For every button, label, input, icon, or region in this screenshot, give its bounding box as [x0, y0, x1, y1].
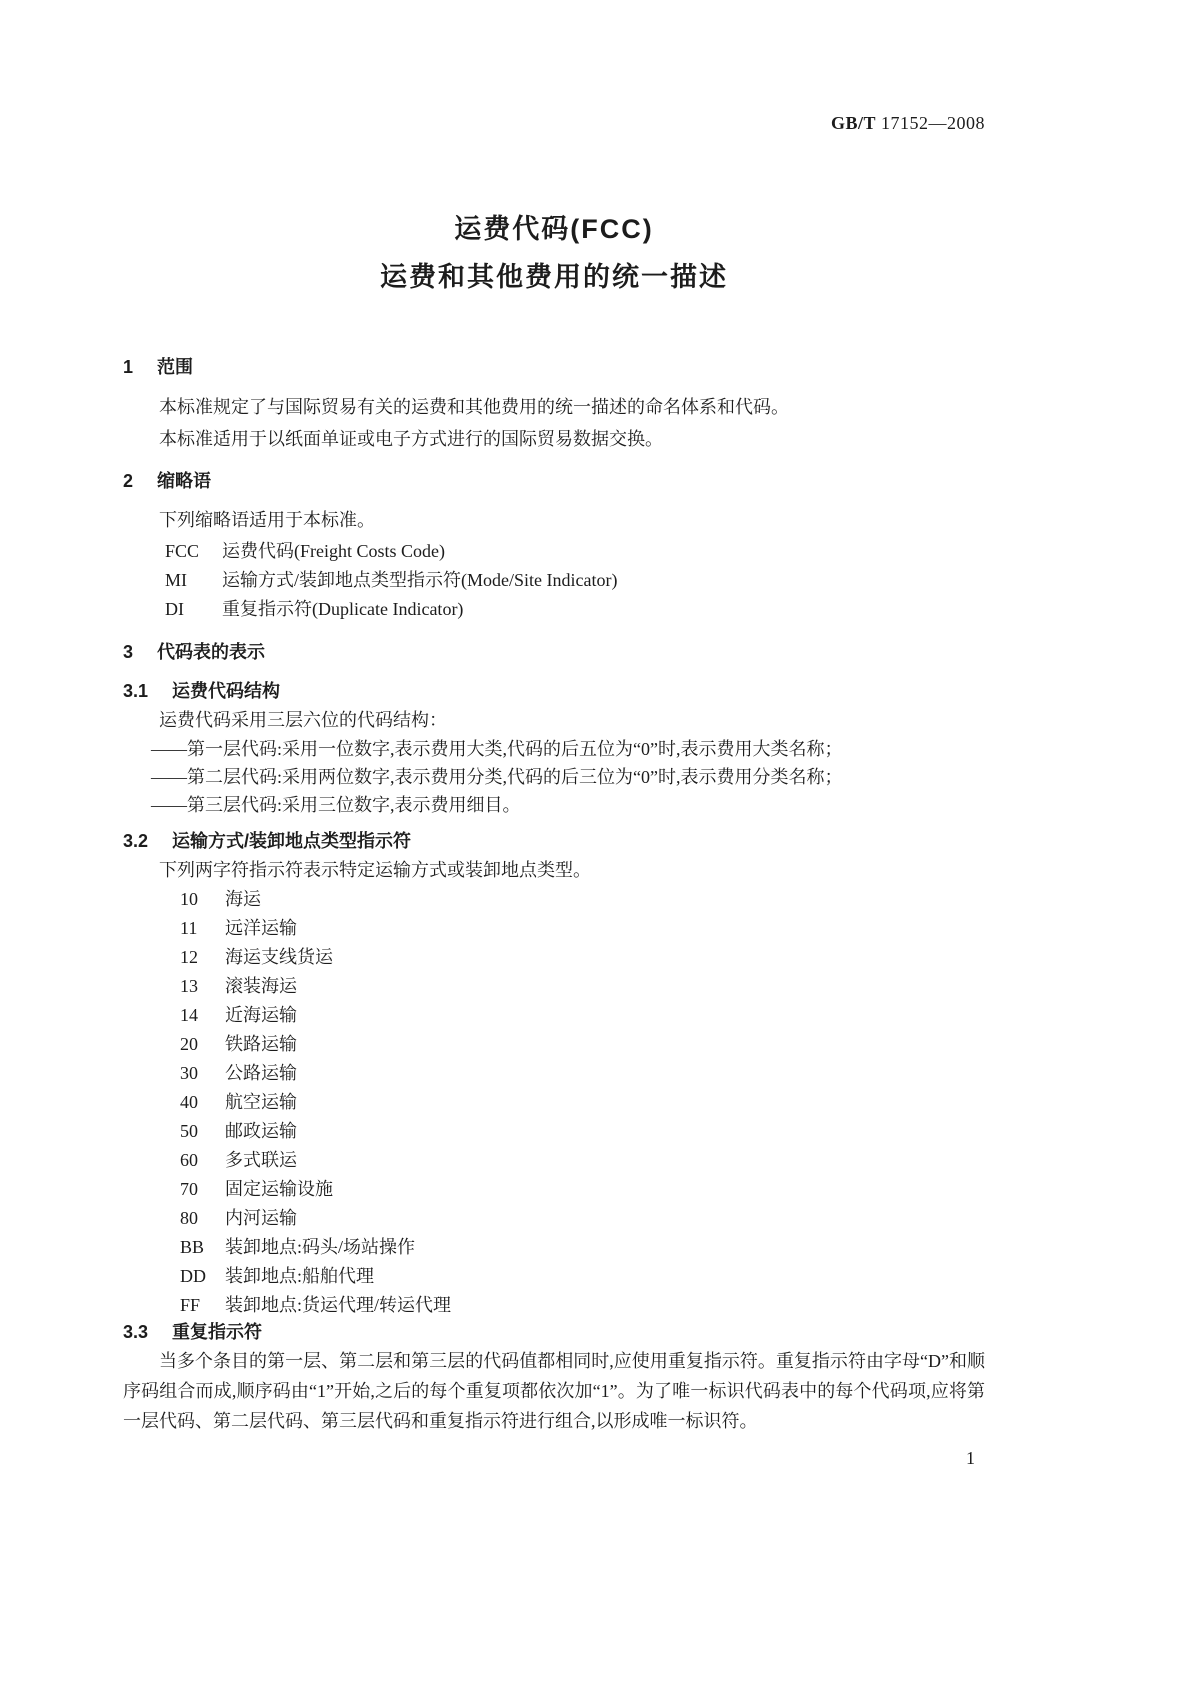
section-1-title: 范围: [157, 357, 193, 377]
section-3-3-heading: [123, 1320, 985, 1344]
transport-code-row: [180, 1291, 985, 1320]
standard-prefix: GB/T: [830, 113, 876, 133]
document-content: [123, 0, 985, 1436]
transport-code-list: [123, 885, 985, 1320]
transport-code-row: [180, 1233, 985, 1262]
code-structure-item: ——第一层代码:采用一位数字,表示费用大类,代码的后五位为“0”时,表示费用大类名称；: [151, 739, 843, 759]
abbreviation-row: [165, 566, 985, 595]
page-number: 1: [966, 1448, 975, 1468]
transport-code-desc: 装卸地点:码头/场站操作: [225, 1237, 416, 1257]
transport-code-desc: 装卸地点:货运代理/转运代理: [225, 1295, 452, 1315]
section-3-1-number: 3.1: [123, 681, 149, 701]
transport-code-row: [180, 914, 985, 943]
transport-code: DD: [180, 1266, 206, 1286]
duplicate-indicator-paragraph: 当多个条目的第一层、第二层和第三层的代码值都相同时,应使用重复指示符。重复指示符由字母“D”和顺序码组合而成,顺序码由“1”开始,之后的每个重复项都依次加“1”。为了唯一标识代码表中的每个代码项,应将第一层代码、第二层代码、第三层代码和重复指示符进行组合,以形成唯一标识符。: [123, 1351, 985, 1431]
transport-code-desc: 邮政运输: [225, 1121, 297, 1141]
transport-code-row: [180, 1117, 985, 1146]
transport-code-row: [180, 1059, 985, 1088]
transport-code: 80: [180, 1208, 198, 1228]
transport-code-row: [180, 1204, 985, 1233]
transport-code-desc: 固定运输设施: [225, 1179, 333, 1199]
abbreviation-code: FCC: [165, 541, 200, 561]
transport-code-row: [180, 1030, 985, 1059]
transport-code: 70: [180, 1179, 198, 1199]
section-2-intro: 下列缩略语适用于本标准。: [159, 510, 375, 530]
section-3-2-heading: [123, 829, 985, 853]
abbreviation-desc: 重复指示符(Duplicate Indicator): [222, 599, 464, 619]
abbreviation-list: [123, 537, 985, 624]
paragraph: 本标准规定了与国际贸易有关的运费和其他费用的统一描述的命名体系和代码。: [159, 397, 789, 417]
transport-code: 10: [180, 889, 198, 909]
transport-code-desc: 公路运输: [225, 1063, 297, 1083]
document-title: [123, 205, 985, 301]
document-title-line2: 运费和其他费用的统一描述: [380, 262, 728, 292]
transport-code-row: [180, 972, 985, 1001]
section-1-body: [123, 391, 985, 455]
abbreviation-desc: 运输方式/装卸地点类型指示符(Mode/Site Indicator): [222, 570, 618, 590]
transport-code-desc: 多式联运: [225, 1150, 297, 1170]
section-3-heading: [123, 640, 985, 664]
abbreviation-desc: 运费代码(Freight Costs Code): [222, 541, 445, 561]
transport-code: 50: [180, 1121, 198, 1141]
document-title-line1: 运费代码(FCC): [454, 214, 654, 244]
code-structure-item: ——第二层代码:采用两位数字,表示费用分类,代码的后三位为“0”时,表示费用分类名称；: [151, 767, 843, 787]
transport-code-row: [180, 1262, 985, 1291]
section-3-2-intro: 下列两字符指示符表示特定运输方式或装卸地点类型。: [159, 860, 591, 880]
transport-code: 40: [180, 1092, 198, 1112]
transport-code: FF: [180, 1295, 201, 1315]
transport-code: 20: [180, 1034, 198, 1054]
transport-code-desc: 滚装海运: [225, 976, 297, 996]
transport-code: BB: [180, 1237, 205, 1257]
transport-code-row: [180, 1088, 985, 1117]
section-3-number: 3: [123, 642, 134, 662]
section-2-title: 缩略语: [157, 471, 211, 491]
transport-code: 14: [180, 1005, 198, 1025]
section-3-3-number: 3.3: [123, 1322, 149, 1342]
section-3-1-title: 运费代码结构: [172, 681, 280, 701]
standard-number: [123, 0, 985, 133]
section-2-number: 2: [123, 471, 134, 491]
section-3-3-title: 重复指示符: [172, 1322, 262, 1342]
section-1-number: 1: [123, 357, 134, 377]
abbreviation-code: DI: [165, 599, 184, 619]
abbreviation-code: MI: [165, 570, 187, 590]
transport-code: 13: [180, 976, 198, 996]
paragraph: 本标准适用于以纸面单证或电子方式进行的国际贸易数据交换。: [159, 429, 663, 449]
transport-code-row: [180, 1146, 985, 1175]
standard-code: 17152—2008: [881, 113, 985, 133]
section-3-1-heading: [123, 679, 985, 703]
transport-code-desc: 近海运输: [225, 1005, 297, 1025]
section-3-2-number: 3.2: [123, 831, 149, 851]
abbreviation-row: [165, 537, 985, 566]
transport-code-row: [180, 1175, 985, 1204]
transport-code-desc: 铁路运输: [225, 1034, 297, 1054]
transport-code: 12: [180, 947, 198, 967]
transport-code-row: [180, 1001, 985, 1030]
section-1-heading: [123, 355, 985, 379]
transport-code-desc: 海运支线货运: [225, 947, 333, 967]
section-2-heading: [123, 469, 985, 493]
transport-code-row: [180, 885, 985, 914]
section-3-2-title: 运输方式/装卸地点类型指示符: [172, 831, 411, 851]
section-3-1-intro: 运费代码采用三层六位的代码结构：: [159, 710, 447, 730]
transport-code-desc: 装卸地点:船舶代理: [225, 1266, 375, 1286]
transport-code: 11: [180, 918, 198, 938]
transport-code-row: [180, 943, 985, 972]
transport-code-desc: 航空运输: [225, 1092, 297, 1112]
code-structure-item: ——第三层代码:采用三位数字,表示费用细目。: [151, 795, 521, 815]
transport-code-desc: 远洋运输: [225, 918, 297, 938]
transport-code: 60: [180, 1150, 198, 1170]
section-3-title: 代码表的表示: [157, 642, 265, 662]
code-structure-list: [123, 735, 985, 819]
abbreviation-row: [165, 595, 985, 624]
transport-code-desc: 海运: [225, 889, 261, 909]
transport-code-desc: 内河运输: [225, 1208, 297, 1228]
transport-code: 30: [180, 1063, 198, 1083]
